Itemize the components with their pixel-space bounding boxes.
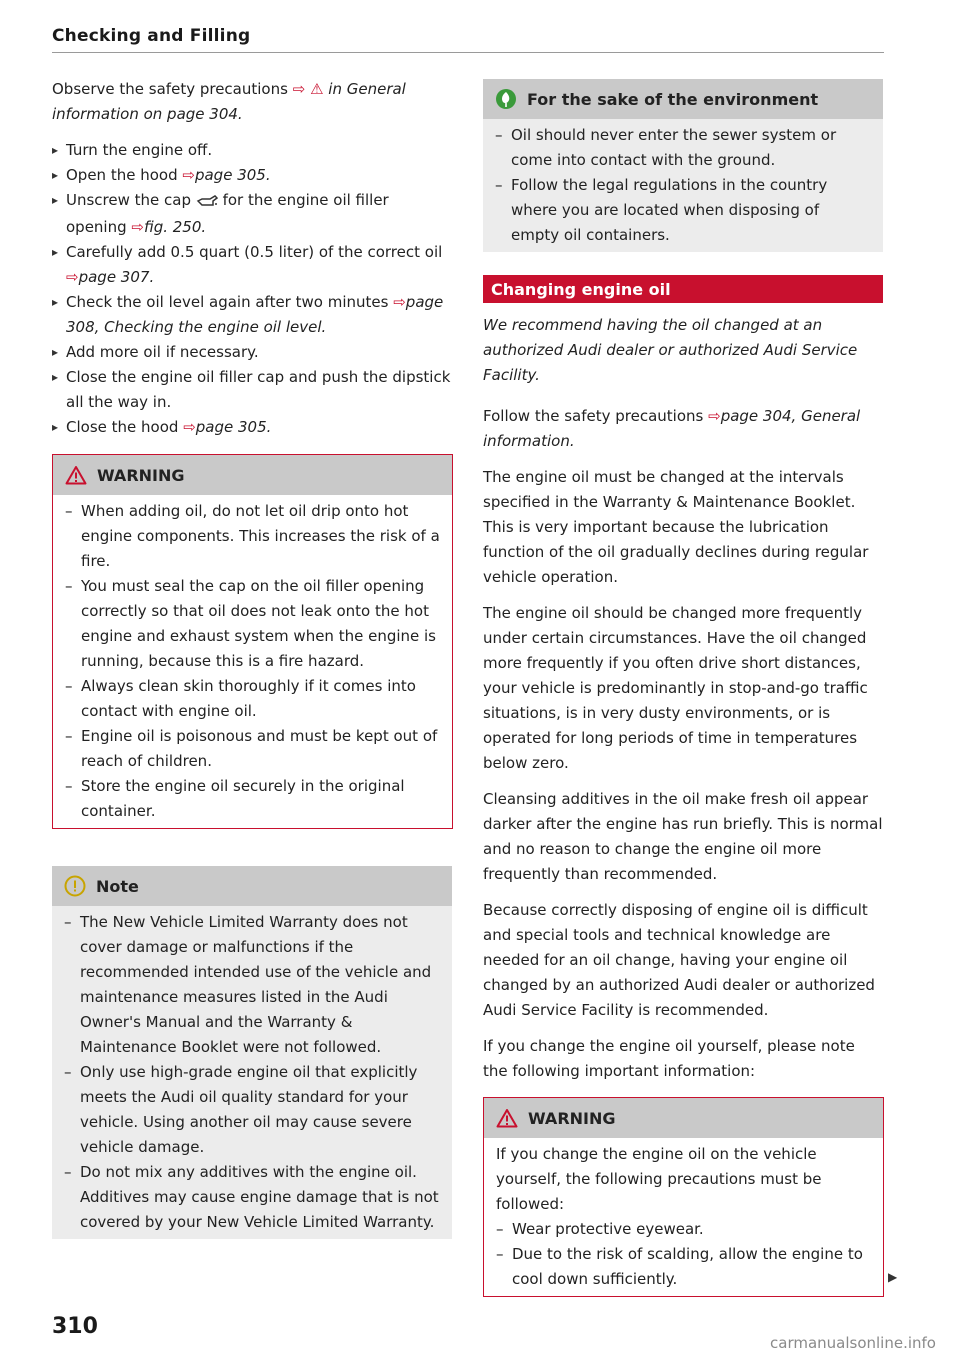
warning-triangle-icon: ⚠	[310, 80, 324, 98]
step-item: ▸ Carefully add 0.5 quart (0.5 liter) of the correct oil ⇨page 307.	[52, 240, 452, 290]
warning-body	[53, 495, 452, 828]
arrow-right-icon: ⇨	[131, 218, 144, 236]
warning-title: WARNING	[528, 1108, 616, 1128]
body-paragraph: The engine oil should be changed more frequently under certain circumstances. Have the oil changed more frequently if you often drive short distances, your vehicle is predominantly in stop-and-go traffic situations, is in very dusty environments, or is operated for long periods of time in temperatures below zero.	[483, 604, 868, 772]
step-link[interactable]: fig. 250.	[144, 218, 207, 236]
oil-can-icon	[196, 190, 218, 215]
warning-box-right	[483, 1097, 884, 1297]
safety-paragraph	[483, 404, 883, 454]
body-paragraph: If you change the engine oil yourself, please note the following important information:	[483, 1037, 855, 1080]
arrow-right-icon: ⇨	[708, 407, 721, 425]
warning-item: – Wear protective eyewear.	[496, 1217, 871, 1242]
intro-text: Observe the safety precautions	[52, 80, 288, 98]
step-item: ▸ Open the hood ⇨page 305.	[52, 163, 452, 188]
step-link[interactable]: page 305.	[194, 166, 271, 184]
header-rule	[52, 52, 884, 53]
environment-box	[483, 79, 883, 252]
arrow-right-icon: ⇨	[183, 418, 196, 436]
note-item: – Only use high-grade engine oil that explicitly meets the Audi oil quality standard for your vehicle. Using another oil may cause severe vehicle damage.	[64, 1060, 440, 1160]
section-heading: Changing engine oil	[483, 275, 883, 303]
note-box	[52, 866, 452, 1239]
note-title: Note	[96, 876, 139, 896]
continue-arrow-icon: ▶	[888, 1270, 898, 1284]
warning-title: WARNING	[97, 465, 185, 485]
note-item: – Do not mix any additives with the engine oil. Additives may cause engine damage that is not covered by your New Vehicle Limited Warranty.	[64, 1160, 440, 1235]
arrow-right-icon: ⇨	[393, 293, 406, 311]
step-item: ▸ Close the hood ⇨page 305.	[52, 415, 452, 440]
warning-item: – Always clean skin thoroughly if it comes into contact with engine oil.	[65, 674, 440, 724]
warning-intro: If you change the engine oil on the vehicle yourself, the following precautions must be followed:	[496, 1145, 822, 1213]
note-circle-icon	[64, 875, 86, 897]
warning-triangle-icon	[65, 465, 87, 485]
step-item: ▸ Unscrew the cap for the engine oil filler opening ⇨fig. 250.	[52, 188, 452, 240]
warning-header	[484, 1098, 883, 1138]
step-link[interactable]: page 308, Checking the engine oil level.	[66, 293, 444, 336]
step-item: ▸ Check the oil level again after two minutes ⇨page 308, Checking the engine oil level.	[52, 290, 452, 340]
intro-paragraph	[52, 77, 452, 127]
warning-header	[53, 455, 452, 495]
warning-list	[496, 1217, 871, 1292]
environment-title: For the sake of the environment	[527, 89, 819, 109]
warning-list	[65, 499, 440, 824]
step-item: ▸ Turn the engine off.	[52, 138, 452, 163]
safety-text: Follow the safety precautions	[483, 407, 704, 425]
step-link[interactable]: page 307.	[78, 268, 155, 286]
environment-icon	[495, 88, 517, 110]
intro-link[interactable]: in General information on page 304.	[52, 80, 406, 123]
warning-item: – You must seal the cap on the oil filler opening correctly so that oil does not leak onto the hot engine and exhaust system when the engine is running, because this is a fire hazard.	[65, 574, 440, 674]
environment-item: – Oil should never enter the sewer system or come into contact with the ground.	[495, 123, 871, 173]
warning-item: – Due to the risk of scalding, allow the engine to cool down sufficiently.	[496, 1242, 871, 1292]
step-item: ▸ Close the engine oil filler cap and push the dipstick all the way in.	[52, 365, 452, 415]
body-paragraph: The engine oil must be changed at the intervals specified in the Warranty & Maintenance Booklet. This is very important because the lubrication function of the oil gradually declines during regular vehicle operation.	[483, 468, 869, 586]
watermark: carmanualsonline.info	[770, 1334, 936, 1352]
page-number: 310	[52, 1314, 98, 1339]
warning-triangle-icon	[496, 1108, 518, 1128]
steps-list	[52, 138, 452, 440]
body-paragraph: Because correctly disposing of engine oil is difficult and special tools and technical knowledge are needed for an oil change, having your engine oil changed by an authorized Audi dealer or authorized Audi Service Facility is recommended.	[483, 901, 875, 1019]
arrow-right-icon: ⇨	[292, 80, 306, 98]
arrow-right-icon: ⇨	[66, 268, 79, 286]
warning-body	[484, 1138, 883, 1296]
environment-header	[483, 79, 883, 119]
environment-body	[483, 119, 883, 252]
note-body	[52, 906, 452, 1239]
safety-link[interactable]: page 304, General information.	[483, 407, 861, 450]
note-header	[52, 866, 452, 906]
step-link[interactable]: page 305.	[195, 418, 272, 436]
warning-item: – When adding oil, do not let oil drip onto hot engine components. This increases the risk of a fire.	[65, 499, 440, 574]
warning-item: – Engine oil is poisonous and must be kept out of reach of children.	[65, 724, 440, 774]
note-item: – The New Vehicle Limited Warranty does not cover damage or malfunctions if the recommended intended use of the vehicle and maintenance measures listed in the Audi Owner's Manual and the Warranty & Maintenance Booklet were not followed.	[64, 910, 440, 1060]
step-item: ▸ Add more oil if necessary.	[52, 340, 452, 365]
lead-paragraph: We recommend having the oil changed at an authorized Audi dealer or authorized Audi Service Facility.	[483, 316, 858, 384]
arrow-right-icon: ⇨	[182, 166, 195, 184]
note-list	[64, 910, 440, 1235]
warning-box-left	[52, 454, 453, 829]
environment-item: – Follow the legal regulations in the country where you are located when disposing of empty oil containers.	[495, 173, 871, 248]
warning-item: – Store the engine oil securely in the original container.	[65, 774, 440, 824]
body-paragraph: Cleansing additives in the oil make fresh oil appear darker after the engine has run briefly. This is normal and no reason to change the engine oil more frequently than recommended.	[483, 790, 883, 883]
environment-list	[495, 123, 871, 248]
section-header-title: Checking and Filling	[52, 26, 251, 46]
